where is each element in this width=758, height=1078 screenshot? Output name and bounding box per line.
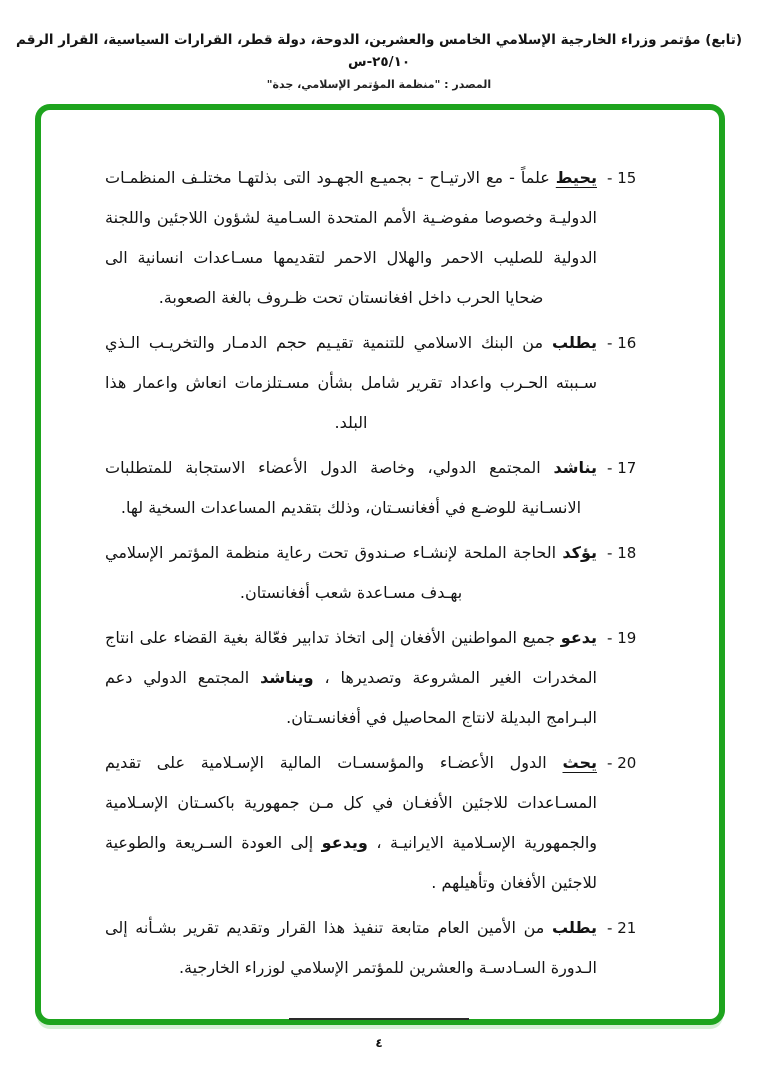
resolution-item xyxy=(105,908,653,988)
resolution-item xyxy=(105,323,653,443)
end-divider xyxy=(289,1018,469,1020)
document-header xyxy=(0,30,758,91)
text-run: الحاجة الملحة لإنشـاء صـندوق تحت رعاية منظمة المؤتمر الإسلامي بهـدف مسـاعدة شعب أفغانستان. xyxy=(105,543,563,602)
bold-lead-word: يناشد xyxy=(553,458,597,477)
bold-lead-word: يؤكد xyxy=(562,543,597,562)
text-run: من الأمين العام متابعة تنفيذ هذا القرار وتقديم تقرير بشـأنه إلى الـدورة السـادسـة والعشرين للمؤتمر الإسلامي لوزراء الخارجية. xyxy=(105,918,597,977)
item-text xyxy=(105,533,597,613)
item-number: 17 - xyxy=(607,459,637,477)
resolution-item xyxy=(105,448,653,528)
item-text xyxy=(105,743,597,903)
item-text xyxy=(105,618,597,738)
bold-lead-word: يدعو xyxy=(560,628,597,647)
text-run: المجتمع الدولي، وخاصة الدول الأعضاء الاستجابة للمتطلبات الانسـانية للوضـع في أفغانسـتان، وذلك بتقديم المساعدات السخية لها. xyxy=(105,458,582,517)
bold-lead-word: يحث xyxy=(562,753,597,772)
resolution-item xyxy=(105,158,653,318)
document-title: (تابع) مؤتمر وزراء الخارجية الإسلامي الخامس والعشرين، الدوحة، دولة قطر، القرارات السياسية، القرار الرقم ٢٥/١٠-س xyxy=(16,32,742,70)
item-text xyxy=(105,448,597,528)
item-number: 21 - xyxy=(607,919,637,937)
bold-lead-word: يحيط xyxy=(555,168,597,187)
document-source-line: المصدر : "منظمة المؤتمر الإسلامي، جدة" xyxy=(266,78,492,92)
item-number: 18 - xyxy=(607,544,637,562)
resolution-item xyxy=(105,743,653,903)
text-run: من البنك الاسلامي للتنمية تقيـيم حجم الدمـار والتخريـب الـذي سـببته الحـرب واعداد تقرير شامل بشأن مسـتلزمات انعاش واعمار هذا البلد. xyxy=(105,333,597,432)
bold-lead-word: ويناشد xyxy=(260,668,314,687)
text-run: الدول الأعضـاء والمؤسسـات المالية الإسـلامية على تقديم المسـاعدات للاجئين الأفغـان في كل مـن جمهورية باكسـتان الإسـلامية والجمهورية الإسـلامية الايرانيـة ، xyxy=(105,753,597,852)
item-text xyxy=(105,323,597,443)
bold-lead-word: يطلب xyxy=(551,918,597,937)
item-text xyxy=(105,908,597,988)
text-run: إلى العودة السـريعة والطوعية للاجئين الأفغان وتأهيلهم . xyxy=(105,833,597,892)
item-text xyxy=(105,158,597,318)
item-number: 15 - xyxy=(607,169,637,187)
resolution-item xyxy=(105,533,653,613)
text-run: جميع المواطنين الأفغان إلى اتخاذ تدابير فعّالة بغية القضاء على انتاج المخدرات الغير المشروعة وتصديرها ، xyxy=(105,628,598,687)
resolution-item xyxy=(105,618,653,738)
item-number: 20 - xyxy=(607,754,637,772)
bold-lead-word: يطلب xyxy=(551,333,597,352)
text-run: علماً - مع الارتيـاح - بجميـع الجهـود التى بذلتهـا مختلـف المنظمـات الدوليـة وخصوصا مفوضـية الأمم المتحدة السـامية لشؤون اللاجئين واللجنة الدولية للصليب الاحمر والهلال الاحمر لتقديمها مسـاعدات انسانية الى ضحايا الحرب داخل افغانستان تحت ظـروف بالغة الصعوبة. xyxy=(105,168,597,307)
page-number: ٤ xyxy=(375,1036,383,1050)
item-number: 19 - xyxy=(607,629,637,647)
text-run: المجتمع الدولي دعم البـرامج البديلة لانتاج المحاصيل في أفغانسـتان. xyxy=(105,668,597,727)
bold-lead-word: ويدعو xyxy=(321,833,368,852)
item-number: 16 - xyxy=(607,334,637,352)
resolution-list xyxy=(105,158,653,1020)
